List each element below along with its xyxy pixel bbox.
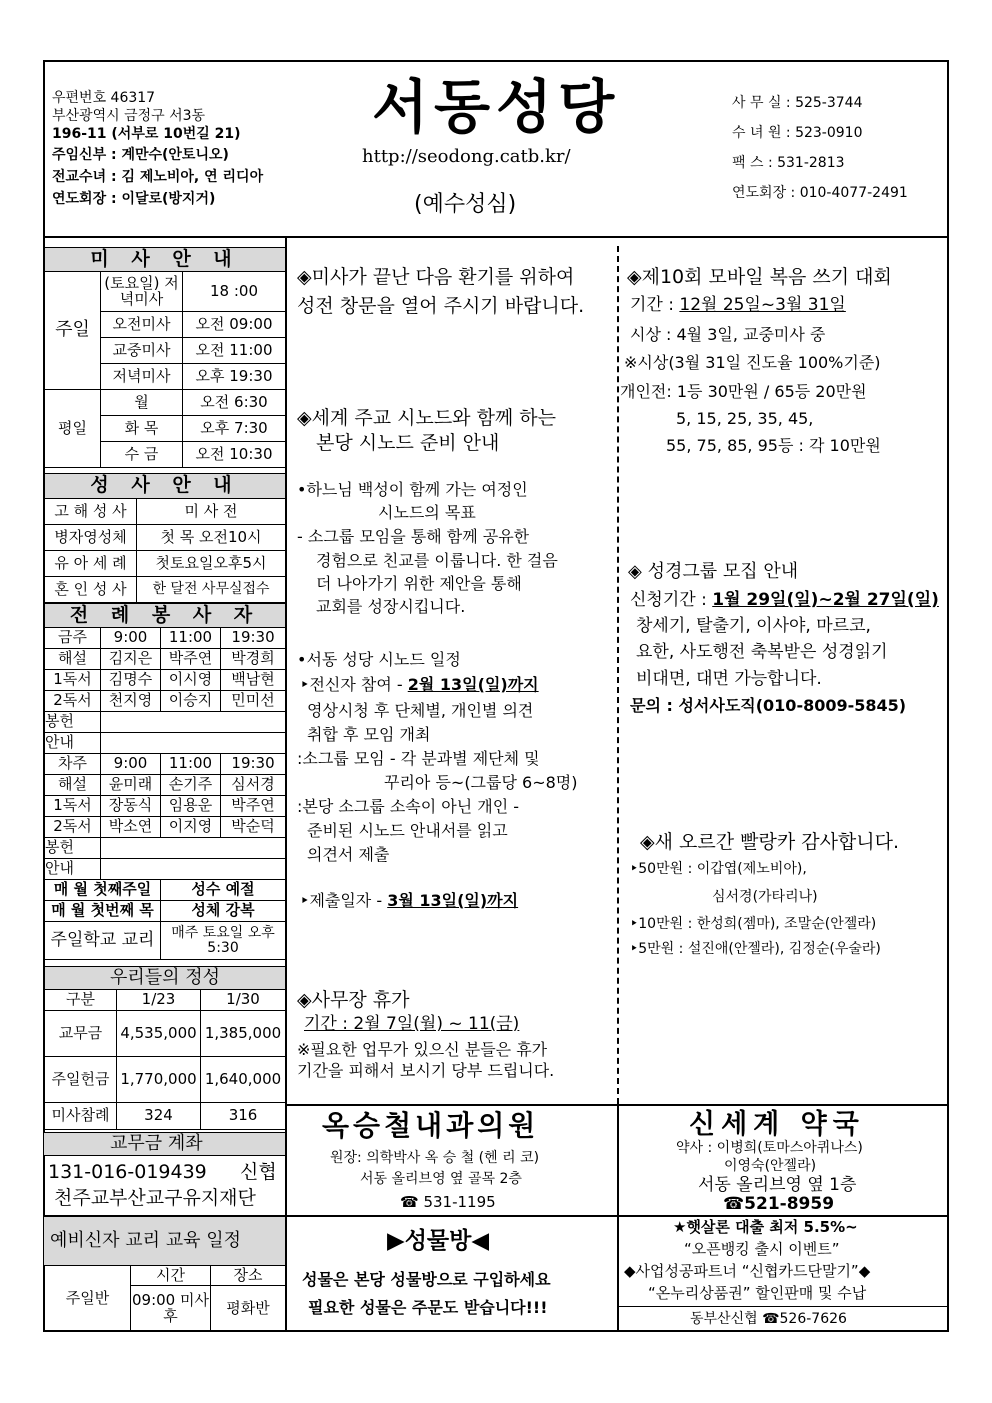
offering-table bbox=[44, 966, 286, 1130]
catechumen-place: 평화반 bbox=[211, 1286, 286, 1332]
monthly-event-name: 성체 강복 bbox=[161, 901, 286, 922]
sunday-school: 주일학교 교리 bbox=[45, 922, 161, 960]
offering-value: 316 bbox=[201, 1103, 286, 1130]
liturgy-role: 해설 bbox=[45, 775, 101, 796]
liturgy-server: 심서경 bbox=[221, 775, 286, 796]
sacrament-time: 미 사 전 bbox=[137, 499, 286, 525]
pharmacy-address: 서동 올리브영 옆 1층 bbox=[698, 1175, 857, 1195]
notice-gospel-contest: ◈제10회 모바일 복음 쓰기 대회 bbox=[627, 266, 892, 288]
liturgy-role: 봉헌 bbox=[45, 838, 101, 859]
label: ‣전신자 참여 - bbox=[300, 675, 408, 694]
dashed-divider bbox=[617, 246, 619, 1104]
period: 12월 25일~3월 31일 bbox=[679, 295, 846, 315]
sacrament-name: 병자영성체 bbox=[45, 525, 137, 551]
mass-name: 오전미사 bbox=[101, 312, 183, 338]
liturgy-server: 박경희 bbox=[221, 649, 286, 670]
weekday-label: 평일 bbox=[45, 390, 101, 468]
offering-title: 우리들의 정성 bbox=[45, 967, 286, 990]
liturgy-server: 19:30 bbox=[221, 754, 286, 775]
catechumen-class: 주일반 bbox=[45, 1266, 131, 1332]
liturgy-role: 해설 bbox=[45, 649, 101, 670]
offering-label: 미사참례 bbox=[45, 1103, 117, 1130]
sunday-school-time: 매주 토요일 오후5:30 bbox=[161, 922, 286, 960]
vacation-period: 기간 : 2월 7일(월) ~ 11(금) bbox=[304, 1014, 520, 1034]
liturgy-server: 손기주 bbox=[161, 775, 221, 796]
credit-union-phone: 동부산신협 ☎526-7626 bbox=[690, 1311, 847, 1327]
offering-head: 1/23 bbox=[117, 990, 201, 1011]
liturgy-server: 박주연 bbox=[221, 796, 286, 817]
offering-head: 1/30 bbox=[201, 990, 286, 1011]
credit-union-voucher: “온누리상품권” 할인판매 및 수납 bbox=[648, 1284, 867, 1302]
liturgy-server: 김지은 bbox=[101, 649, 161, 670]
catechumen-place-head: 장소 bbox=[211, 1266, 286, 1286]
liturgy-role: 2독서 bbox=[45, 691, 101, 712]
liturgy-server: 9:00 bbox=[101, 628, 161, 649]
notice-bible-group: ◈ 성경그룹 모집 안내 bbox=[628, 561, 799, 582]
liturgy-server: 박순덕 bbox=[221, 817, 286, 838]
mass-table bbox=[44, 247, 286, 468]
catechumen-table bbox=[44, 1265, 286, 1332]
liturgy-server: 천지영 bbox=[101, 691, 161, 712]
sacrament-name: 유 아 세 례 bbox=[45, 551, 137, 577]
pharmacy-name: 신세계 약국 bbox=[689, 1109, 865, 1140]
shop-text: 성물은 본당 성물방으로 구입하세요 bbox=[302, 1270, 551, 1289]
offering-value: 1,770,000 bbox=[117, 1057, 201, 1103]
mass-name: (토요일) 저녁미사 bbox=[101, 272, 183, 312]
donor-line: 심서경(가타리나) bbox=[712, 889, 818, 905]
bible-period bbox=[630, 592, 939, 609]
clinic-address: 서동 올리브영 옆 골목 2층 bbox=[360, 1171, 522, 1187]
liturgy-server: 임용운 bbox=[161, 796, 221, 817]
credit-union-card: ◆사업성공파트너 “신협카드단말기”◆ bbox=[624, 1262, 871, 1280]
mass-time: 오후 19:30 bbox=[183, 364, 286, 390]
liturgy-role: 안내 bbox=[45, 733, 101, 754]
liturgy-role: 봉헌 bbox=[45, 712, 101, 733]
sunday-label: 주일 bbox=[45, 272, 101, 390]
synod-text: 교회를 성장시킵니다. bbox=[316, 597, 466, 616]
monthly-event: 매 월 첫번째 목 bbox=[45, 901, 161, 922]
notice-synod-title: ◈세계 주교 시노드와 함께 하는 bbox=[297, 407, 557, 429]
liturgy-server: 11:00 bbox=[161, 754, 221, 775]
offering-value: 4,535,000 bbox=[117, 1011, 201, 1057]
pharmacy-phone: ☎521-8959 bbox=[723, 1194, 835, 1214]
account-bank: 신협 bbox=[240, 1161, 277, 1183]
synod-text: 시노드의 목표 bbox=[378, 503, 476, 522]
header-divider bbox=[43, 236, 949, 238]
address-line: 196-11 (서부로 10번길 21) bbox=[52, 126, 241, 142]
synod-text: 더 나아가기 위한 제안을 통해 bbox=[316, 574, 522, 593]
clinic-phone: ☎ 531-1195 bbox=[400, 1193, 496, 1211]
monthly-event-name: 성수 예절 bbox=[161, 880, 286, 901]
liturgy-server: 윤미래 bbox=[101, 775, 161, 796]
deadline: 3월 13일(일)까지 bbox=[387, 891, 519, 910]
liturgy-server: 9:00 bbox=[101, 754, 161, 775]
sacrament-time: 한 달전 사무실접수 bbox=[137, 577, 286, 603]
label: ‣제출일자 - bbox=[300, 891, 388, 910]
offering-value: 1,640,000 bbox=[201, 1057, 286, 1103]
council: 연도회장 : 이달로(방지거) bbox=[52, 191, 216, 207]
pharmacy-owner: 약사 : 이병희(토마스아퀴나스) bbox=[676, 1140, 863, 1156]
clinic-name: 옥승철내과의원 bbox=[322, 1109, 540, 1142]
synod-submit bbox=[300, 893, 518, 909]
ads-divider bbox=[285, 1215, 949, 1217]
liturgy-role: 금주 bbox=[45, 628, 101, 649]
liturgy-server: 박소연 bbox=[101, 817, 161, 838]
liturgy-empty bbox=[101, 712, 286, 733]
synod-text: :본당 소그룹 소속이 아닌 개인 - bbox=[297, 797, 520, 816]
offering-label: 교무금 bbox=[45, 1011, 117, 1057]
synod-text: - 소그룹 모임을 통해 함께 공유한 bbox=[297, 527, 530, 546]
offering-label: 주일헌금 bbox=[45, 1057, 117, 1103]
label: 기간 : bbox=[630, 295, 680, 315]
liturgy-server: 김명수 bbox=[101, 670, 161, 691]
liturgy-server: 장동식 bbox=[101, 796, 161, 817]
synod-schedule-all bbox=[300, 677, 539, 693]
period: 1월 29일(일)~2월 27일(일) bbox=[712, 590, 939, 610]
credit-union-loan: ★햇살론 대출 최저 5.5%~ bbox=[673, 1218, 858, 1236]
clinic-director: 원장: 의학박사 옥 승 철 (헨 리 코) bbox=[330, 1150, 540, 1166]
liturgy-role: 1독서 bbox=[45, 670, 101, 691]
bible-text: 비대면, 대면 가능합니다. bbox=[636, 669, 822, 689]
sacrament-title: 성 사 안 내 bbox=[45, 474, 286, 499]
page-subtitle: (예수성심) bbox=[414, 192, 517, 217]
liturgy-table bbox=[44, 603, 286, 960]
liturgy-server: 19:30 bbox=[221, 628, 286, 649]
contest-text: 시상 : 4월 3일, 교중미사 중 bbox=[630, 325, 826, 344]
synod-text: 준비된 시노드 안내서를 읽고 bbox=[307, 821, 508, 840]
notice-ventilation-line: 성전 창문을 열어 주시기 바랍니다. bbox=[297, 295, 585, 317]
mass-day: 수 금 bbox=[101, 442, 183, 468]
notice-ventilation: ◈미사가 끝난 다음 환기를 위하여 bbox=[297, 266, 575, 288]
website-link[interactable]: http://seodong.catb.kr/ bbox=[362, 146, 571, 167]
page-title: 서동성당 bbox=[372, 73, 621, 141]
liturgy-title: 전 례 봉 사 자 bbox=[45, 604, 286, 628]
offering-value: 324 bbox=[117, 1103, 201, 1130]
contact-council: 연도회장 : 010-4077-2491 bbox=[732, 185, 908, 201]
liturgy-server: 민미선 bbox=[221, 691, 286, 712]
liturgy-empty bbox=[101, 859, 286, 880]
ads-divider bbox=[285, 1104, 949, 1106]
synod-text: 취합 후 모임 개최 bbox=[307, 725, 431, 744]
vacation-note: ※필요한 업무가 있으신 분들은 휴가 bbox=[297, 1040, 548, 1059]
sacrament-time: 첫토요일오후5시 bbox=[137, 551, 286, 577]
nuns: 전교수녀 : 김 제노비아, 연 리디아 bbox=[52, 169, 264, 185]
sacrament-table bbox=[44, 473, 286, 603]
shop-title: ▶성물방◀ bbox=[387, 1228, 490, 1254]
mass-time: 오전 09:00 bbox=[183, 312, 286, 338]
mass-time: 오전 11:00 bbox=[183, 338, 286, 364]
offering-value: 1,385,000 bbox=[201, 1011, 286, 1057]
mass-day: 월 bbox=[101, 390, 183, 416]
contest-text: 55, 75, 85, 95등 : 각 10만원 bbox=[666, 436, 881, 455]
monthly-event: 매 월 첫째주일 bbox=[45, 880, 161, 901]
shop-text: 필요한 성물은 주문도 받습니다!!! bbox=[308, 1298, 548, 1317]
bible-text: 창세기, 탈출기, 이사야, 마르코, bbox=[636, 616, 871, 636]
contact-convent: 수 녀 원 : 523-0910 bbox=[732, 125, 863, 141]
liturgy-role: 2독서 bbox=[45, 817, 101, 838]
contest-text: 5, 15, 25, 35, 45, bbox=[676, 409, 814, 428]
mass-name: 교중미사 bbox=[101, 338, 183, 364]
synod-text: :소그룹 모임 - 각 분과별 제단체 및 bbox=[297, 749, 540, 768]
liturgy-server: 이지영 bbox=[161, 817, 221, 838]
pharmacy-owner: 이영숙(안젤라) bbox=[724, 1158, 817, 1174]
sacrament-name: 고 해 성 사 bbox=[45, 499, 137, 525]
label: 신청기간 : bbox=[630, 590, 713, 610]
mass-day: 화 목 bbox=[101, 416, 183, 442]
synod-text: 꾸리아 등~(그룹당 6~8명) bbox=[384, 773, 578, 792]
bible-contact: 문의 : 성서사도직(010-8009-5845) bbox=[630, 696, 907, 715]
credit-divider bbox=[618, 1306, 949, 1307]
liturgy-role: 1독서 bbox=[45, 796, 101, 817]
deadline: 2월 13일(일)까지 bbox=[407, 675, 539, 694]
catechumen-time: 09:00 미사 후 bbox=[131, 1286, 211, 1332]
mass-title: 미 사 안 내 bbox=[45, 248, 286, 272]
contest-text: 개인전: 1등 30만원 / 65등 20만원 bbox=[620, 382, 867, 401]
mass-name: 저녁미사 bbox=[101, 364, 183, 390]
synod-text: •하느님 백성이 함께 가는 여정인 bbox=[297, 480, 528, 499]
synod-text: 경험으로 친교를 이룹니다. 한 걸음 bbox=[316, 551, 558, 570]
synod-schedule: •서동 성당 시노드 일정 bbox=[297, 650, 461, 669]
address-line: 부산광역시 금정구 서3동 bbox=[52, 108, 206, 124]
vacation-note: 기간을 피해서 보시기 당부 드립니다. bbox=[297, 1061, 555, 1080]
credit-union-event: “오픈뱅킹 출시 이벤트” bbox=[684, 1240, 840, 1258]
account-title: 교무금 계좌 bbox=[110, 1133, 203, 1154]
liturgy-role: 안내 bbox=[45, 859, 101, 880]
mass-time: 18 :00 bbox=[183, 272, 286, 312]
sacrament-time: 첫 목 오전10시 bbox=[137, 525, 286, 551]
liturgy-server: 이승지 bbox=[161, 691, 221, 712]
liturgy-server: 이시영 bbox=[161, 670, 221, 691]
notice-synod-subtitle: 본당 시노드 준비 안내 bbox=[316, 432, 500, 454]
synod-text: 의견서 제출 bbox=[307, 845, 390, 864]
postal-code: 우편번호 46317 bbox=[52, 90, 156, 106]
mass-time: 오전 6:30 bbox=[183, 390, 286, 416]
liturgy-server: 11:00 bbox=[161, 628, 221, 649]
mass-time: 오후 7:30 bbox=[183, 416, 286, 442]
donor-line: ‣50만원 : 이갑엽(제노비아), bbox=[630, 861, 807, 877]
synod-text: 영상시청 후 단체별, 개인별 의견 bbox=[307, 701, 534, 720]
column-divider bbox=[617, 1104, 619, 1332]
account-owner: 천주교부산교구유지재단 bbox=[54, 1187, 256, 1209]
mass-time: 오전 10:30 bbox=[183, 442, 286, 468]
account-number: 131-016-019439 bbox=[48, 1161, 207, 1183]
bible-text: 요한, 사도행전 축복받은 성경읽기 bbox=[636, 642, 888, 662]
liturgy-server: 박주연 bbox=[161, 649, 221, 670]
liturgy-empty bbox=[101, 838, 286, 859]
liturgy-server: 백남현 bbox=[221, 670, 286, 691]
catechumen-title: 예비신자 교리 교육 일정 bbox=[50, 1230, 242, 1251]
donor-line: ‣10만원 : 한성희(젬마), 조말순(안젤라) bbox=[630, 916, 877, 932]
liturgy-role: 차주 bbox=[45, 754, 101, 775]
pastor: 주임신부 : 계만수(안토니오) bbox=[52, 147, 229, 163]
notice-organ-thanks: ◈새 오르간 빨랑카 감사합니다. bbox=[640, 831, 900, 853]
liturgy-empty bbox=[101, 733, 286, 754]
contest-period bbox=[630, 297, 846, 314]
catechumen-time-head: 시간 bbox=[131, 1266, 211, 1286]
contact-fax: 팩 스 : 531-2813 bbox=[732, 155, 845, 171]
sacrament-name: 혼 인 성 사 bbox=[45, 577, 137, 603]
contest-text: ※시상(3월 31일 진도율 100%기준) bbox=[624, 353, 881, 372]
notice-vacation: ◈사무장 휴가 bbox=[297, 989, 410, 1011]
donor-line: ‣5만원 : 설진애(안젤라), 김정순(우술라) bbox=[630, 941, 881, 957]
offering-head: 구분 bbox=[45, 990, 117, 1011]
contact-office: 사 무 실 : 525-3744 bbox=[732, 95, 863, 111]
